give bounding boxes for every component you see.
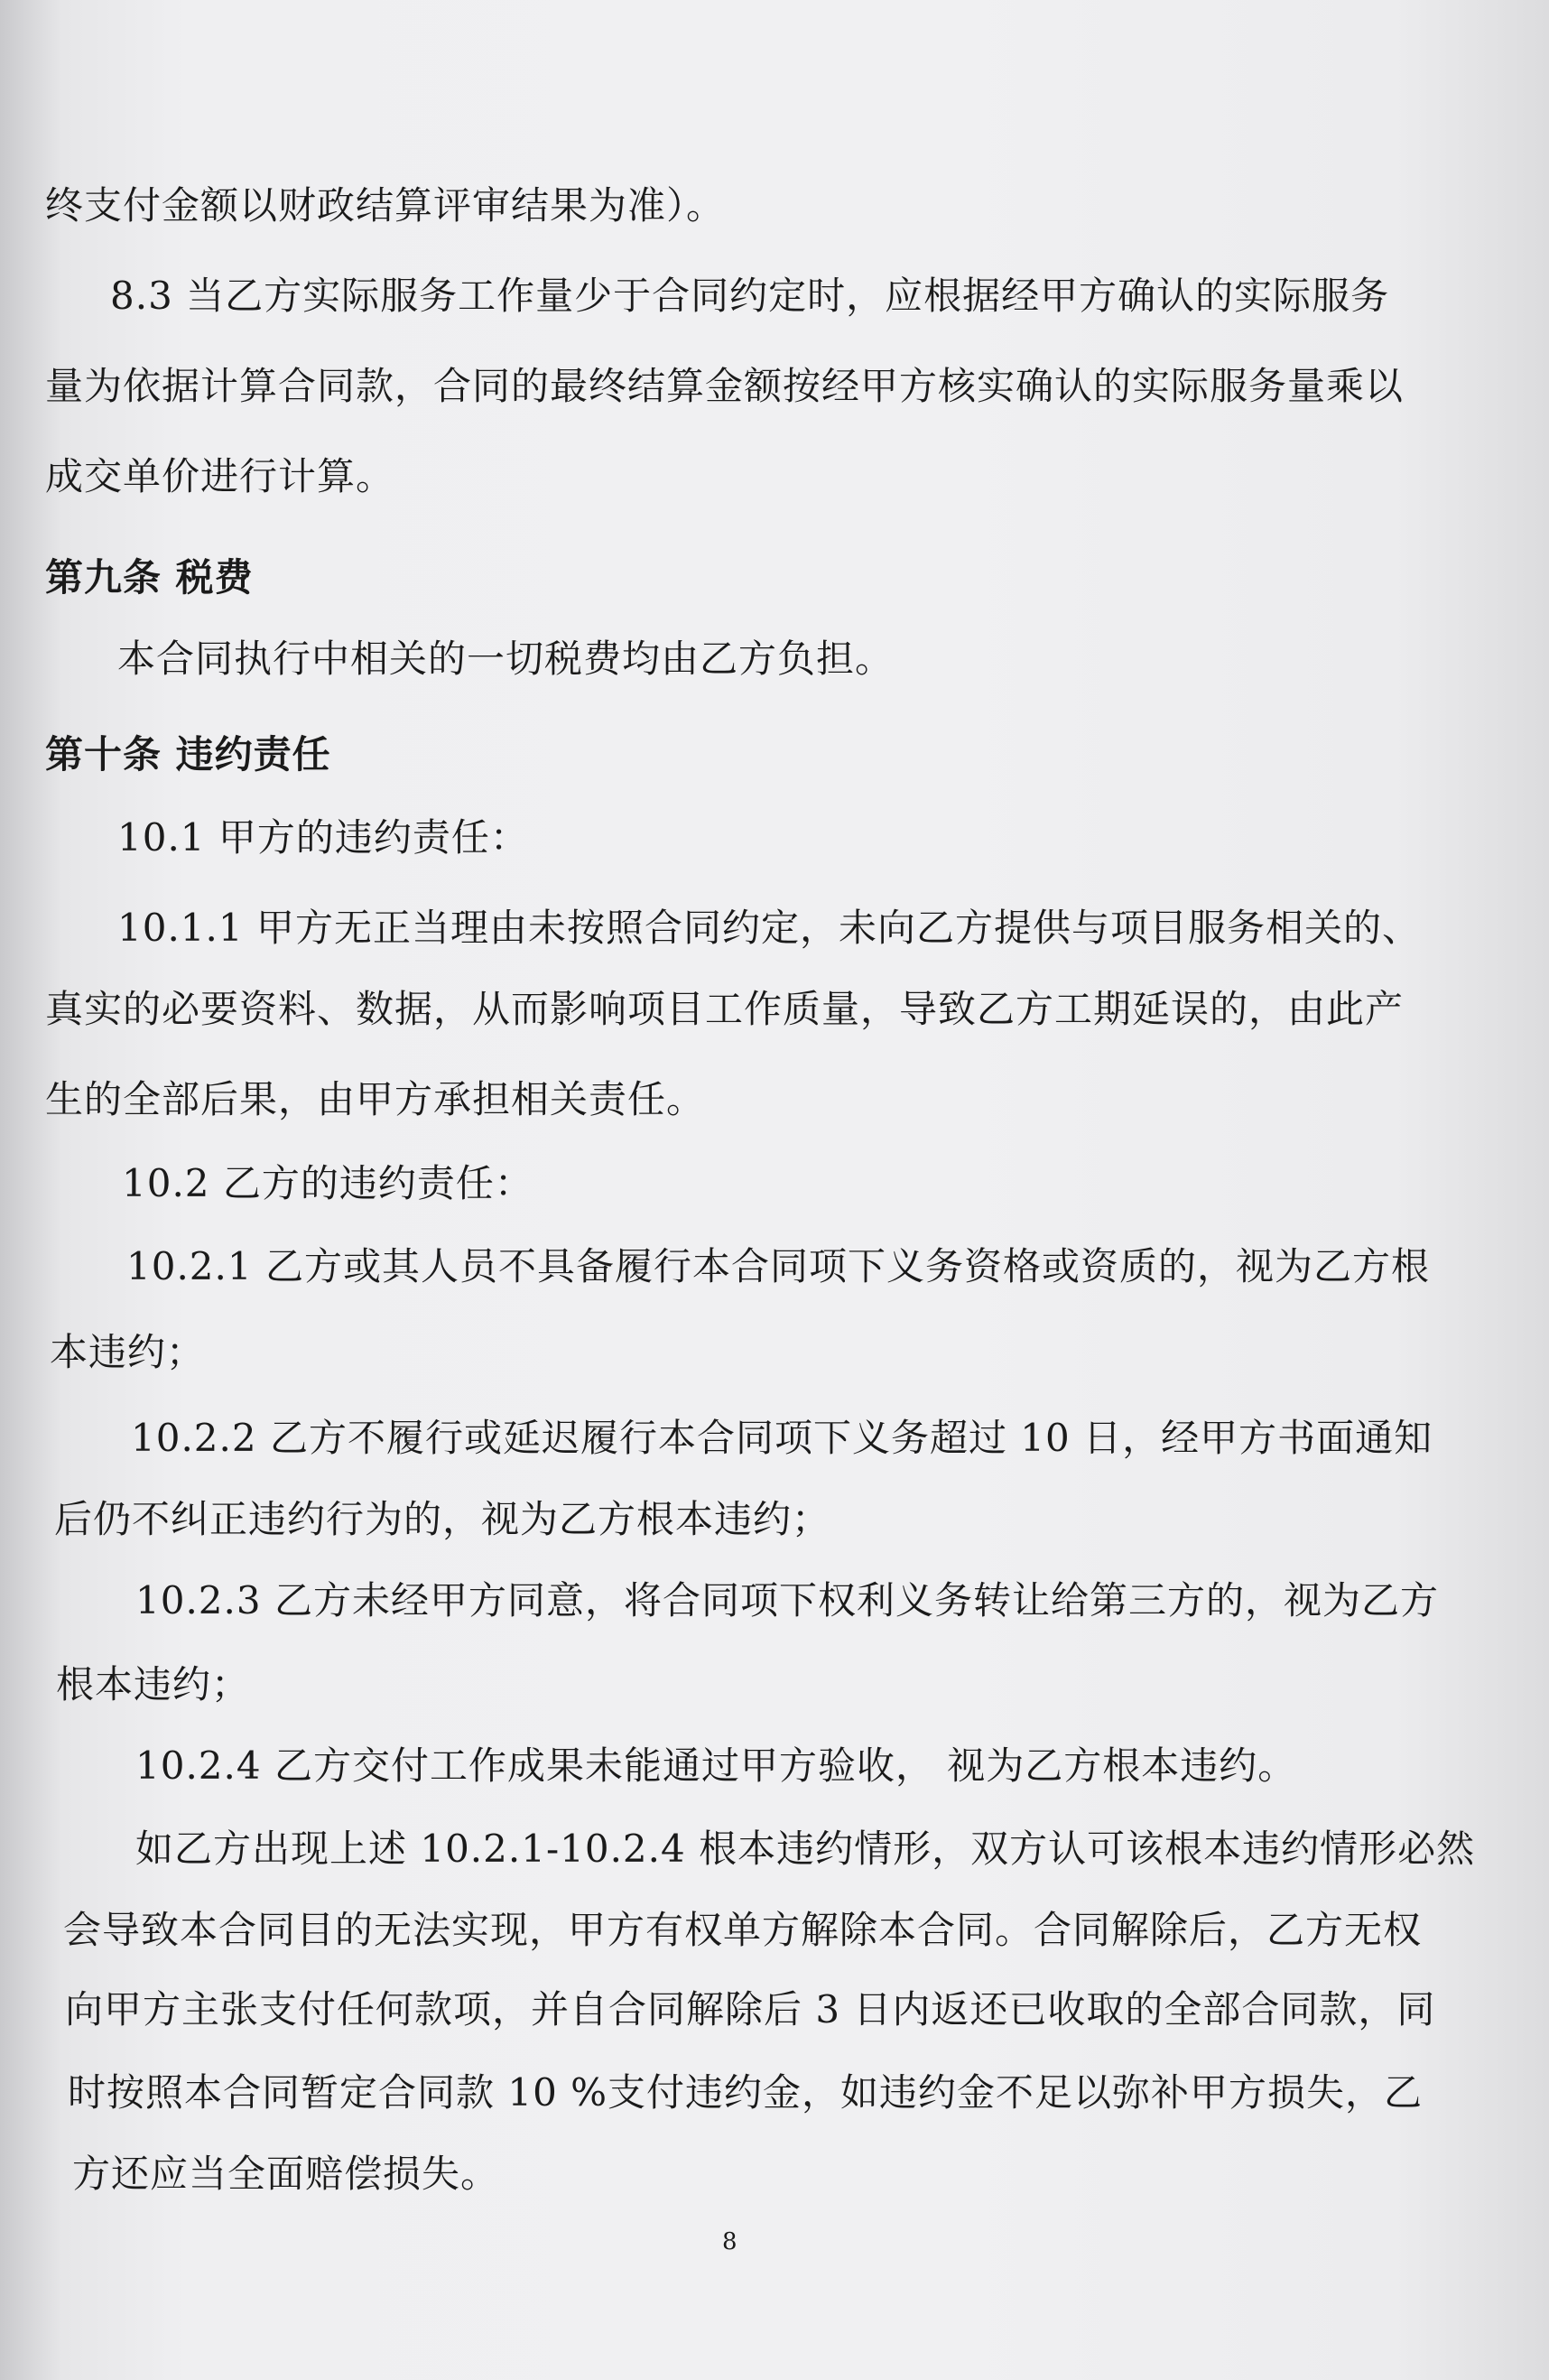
text-line: 8.3 当乙方实际服务工作量少于合同约定时，应根据经甲方确认的实际服务 (110, 274, 1390, 318)
section-heading-tax: 第九条 税费 (45, 555, 254, 600)
text-line: 会导致本合同目的无法实现，甲方有权单方解除本合同。合同解除后，乙方无权 (63, 1908, 1423, 1952)
text-line: 10.2.1 乙方或其人员不具备履行本合同项下义务资格或资质的，视为乙方根 (126, 1244, 1430, 1288)
text-line: 终支付金额以财政结算评审结果为准）。 (45, 183, 726, 228)
text-line: 后仍不纠正违约行为的，视为乙方根本违约； (54, 1497, 831, 1541)
text-line: 根本违约； (56, 1662, 251, 1706)
text-line: 本合同执行中相关的一切税费均由乙方负担。 (117, 637, 895, 681)
text-line: 向甲方主张支付任何款项，并自合同解除后 3 日内返还已收取的全部合同款，同 (65, 1987, 1436, 2031)
text-line: 10.1 甲方的违约责任： (117, 815, 529, 860)
page-number: 8 (722, 2228, 737, 2255)
text-line: 10.2 乙方的违约责任： (122, 1161, 533, 1205)
section-heading-breach: 第十条 违约责任 (45, 732, 331, 776)
text-line: 如乙方出现上述 10.2.1-10.2.4 根本违约情形，双方认可该根本违约情形必然 (135, 1827, 1476, 1871)
text-line: 10.2.4 乙方交付工作成果未能通过甲方验收， 视为乙方根本违约。 (135, 1743, 1297, 1788)
text-line: 10.1.1 甲方无正当理由未按照合同约定，未向乙方提供与项目服务相关的、 (117, 906, 1421, 950)
text-line: 成交单价进行计算。 (45, 454, 395, 498)
text-line: 时按照本合同暂定合同款 10 %支付违约金，如违约金不足以弥补甲方损失，乙 (68, 2070, 1424, 2115)
text-line: 10.2.2 乙方不履行或延迟履行本合同项下义务超过 10 日，经甲方书面通知 (131, 1416, 1433, 1460)
text-line: 本违约； (50, 1330, 206, 1374)
text-line: 真实的必要资料、数据，从而影响项目工作质量，导致乙方工期延误的，由此产 (45, 987, 1405, 1031)
text-line: 10.2.3 乙方未经甲方同意，将合同项下权利义务转让给第三方的，视为乙方 (135, 1578, 1439, 1622)
text-line: 量为依据计算合同款，合同的最终结算金额按经甲方核实确认的实际服务量乘以 (45, 364, 1405, 408)
text-line: 生的全部后果，由甲方承担相关责任。 (45, 1077, 706, 1121)
text-line: 方还应当全面赔偿损失。 (72, 2152, 500, 2196)
